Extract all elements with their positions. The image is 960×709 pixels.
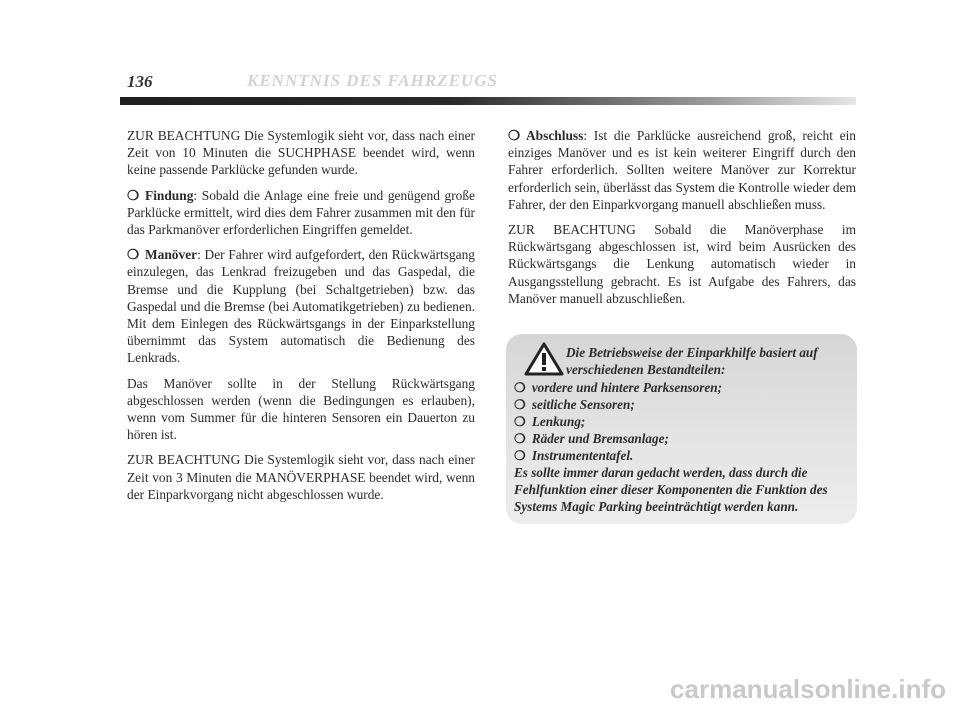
body-paragraph: Das Manöver sollte in der Stellung Rückwärtsgang abgeschlossen werden (wenn die Bedingungen es erlauben), wenn vom Summer für die hinteren Sensoren ein Dauerton zu hören ist. (127, 375, 475, 443)
warning-heading: Die Betriebsweise der Einparkhilfe basiert auf verschiedenen Bestandteilen: (566, 345, 818, 377)
bullet-icon: ❍ (514, 414, 526, 429)
list-item-text: Lenkung; (531, 414, 586, 429)
list-item-manoever (127, 246, 475, 366)
item-text: : Der Fahrer wird aufgefordert, den Rückwärtsgang einzulegen, das Lenkrad freizugeben und das Gaspedal, die Bremse und die Kupplung (bei Schaltgetrieben) bzw. das Gaspedal und die Bremse (bei Automatikgetrieben) zu bedienen. Mit dem Einlegen des Rückwärtsgangs in der Einparkstellung übernimmt das System automatisch die Bedienung des Lenkrads. (127, 247, 475, 366)
right-column (508, 127, 856, 315)
warning-footer: Es sollte immer daran gedacht werden, dass durch die Fehlfunktion einer dieser Komponenten die Funktion des Systems Magic Parking beeinträchtigt werden kann. (514, 465, 828, 514)
header-divider (120, 97, 856, 105)
bullet-icon: ❍ (514, 397, 526, 412)
note-paragraph: ZUR BEACHTUNG Die Systemlogik sieht vor, dass nach einer Zeit von 10 Minuten die SUCHPHASE beendet wird, wenn keine passende Parklücke gefunden wurde. (127, 128, 475, 178)
left-column (127, 127, 475, 511)
bullet-icon: ❍ (514, 431, 526, 446)
list-item-text: vordere und hintere Parksensoren; (531, 380, 722, 395)
list-item (514, 396, 850, 413)
list-item (514, 430, 850, 447)
term-label: Findung (145, 187, 194, 203)
item-text: : Ist die Parklücke ausreichend groß, reicht ein einziges Manöver und es ist kein weiterer Eingriff durch den Fahrer erforderlich. Sollten weitere Manöver zur Korrektur erforderlich sein, überlässt das System die Kontrolle wieder dem Fahrer, der den Einparkvorgang manuell abschließen muss. (508, 128, 856, 212)
list-item-findung (127, 187, 475, 239)
note-paragraph: ZUR BEACHTUNG Die Systemlogik sieht vor, dass nach einer Zeit von 3 Minuten die MANÖVERPHASE beendet wird, wenn der Einparkvorgang nicht abgeschlossen wurde. (127, 452, 475, 502)
list-item-abschluss (508, 127, 856, 213)
bullet-icon: ❍ (514, 448, 526, 463)
watermark: carmanualsonline.info (670, 674, 946, 704)
list-item-text: Instrumententafel. (531, 448, 634, 463)
list-item (514, 379, 850, 396)
item-text: : Sobald die Anlage eine freie und genügend große Parklücke ermittelt, wird dies dem Fahrer zusammen mit den für das Parkmanöver erforderlichen Eingriffen gemeldet. (127, 187, 475, 238)
bullet-icon: ❍ (127, 187, 140, 203)
bullet-icon: ❍ (127, 247, 140, 263)
warning-box (506, 334, 857, 524)
term-label: Manöver (145, 247, 198, 263)
page-number: 136 (127, 72, 153, 91)
list-item (514, 447, 850, 464)
section-title: KENNTNIS DES FAHRZEUGS (247, 71, 498, 90)
bullet-icon: ❍ (514, 380, 526, 395)
list-item-text: Räder und Bremsanlage; (531, 431, 669, 446)
list-item (514, 413, 850, 430)
bullet-icon: ❍ (508, 128, 521, 143)
list-item-text: seitliche Sensoren; (531, 397, 635, 412)
warning-content (514, 344, 850, 515)
term-label: Abschluss (526, 128, 584, 143)
warning-list (514, 379, 850, 464)
note-paragraph: ZUR BEACHTUNG Sobald die Manöverphase im Rückwärtsgang abgeschlossen ist, wird beim Ausrücken des Rückwärtsgangs die Lenkung automatisch wieder in Ausgangsstellung gebracht. Es ist Aufgabe des Fahrers, das Manöver manuell abzuschließen. (508, 222, 856, 306)
